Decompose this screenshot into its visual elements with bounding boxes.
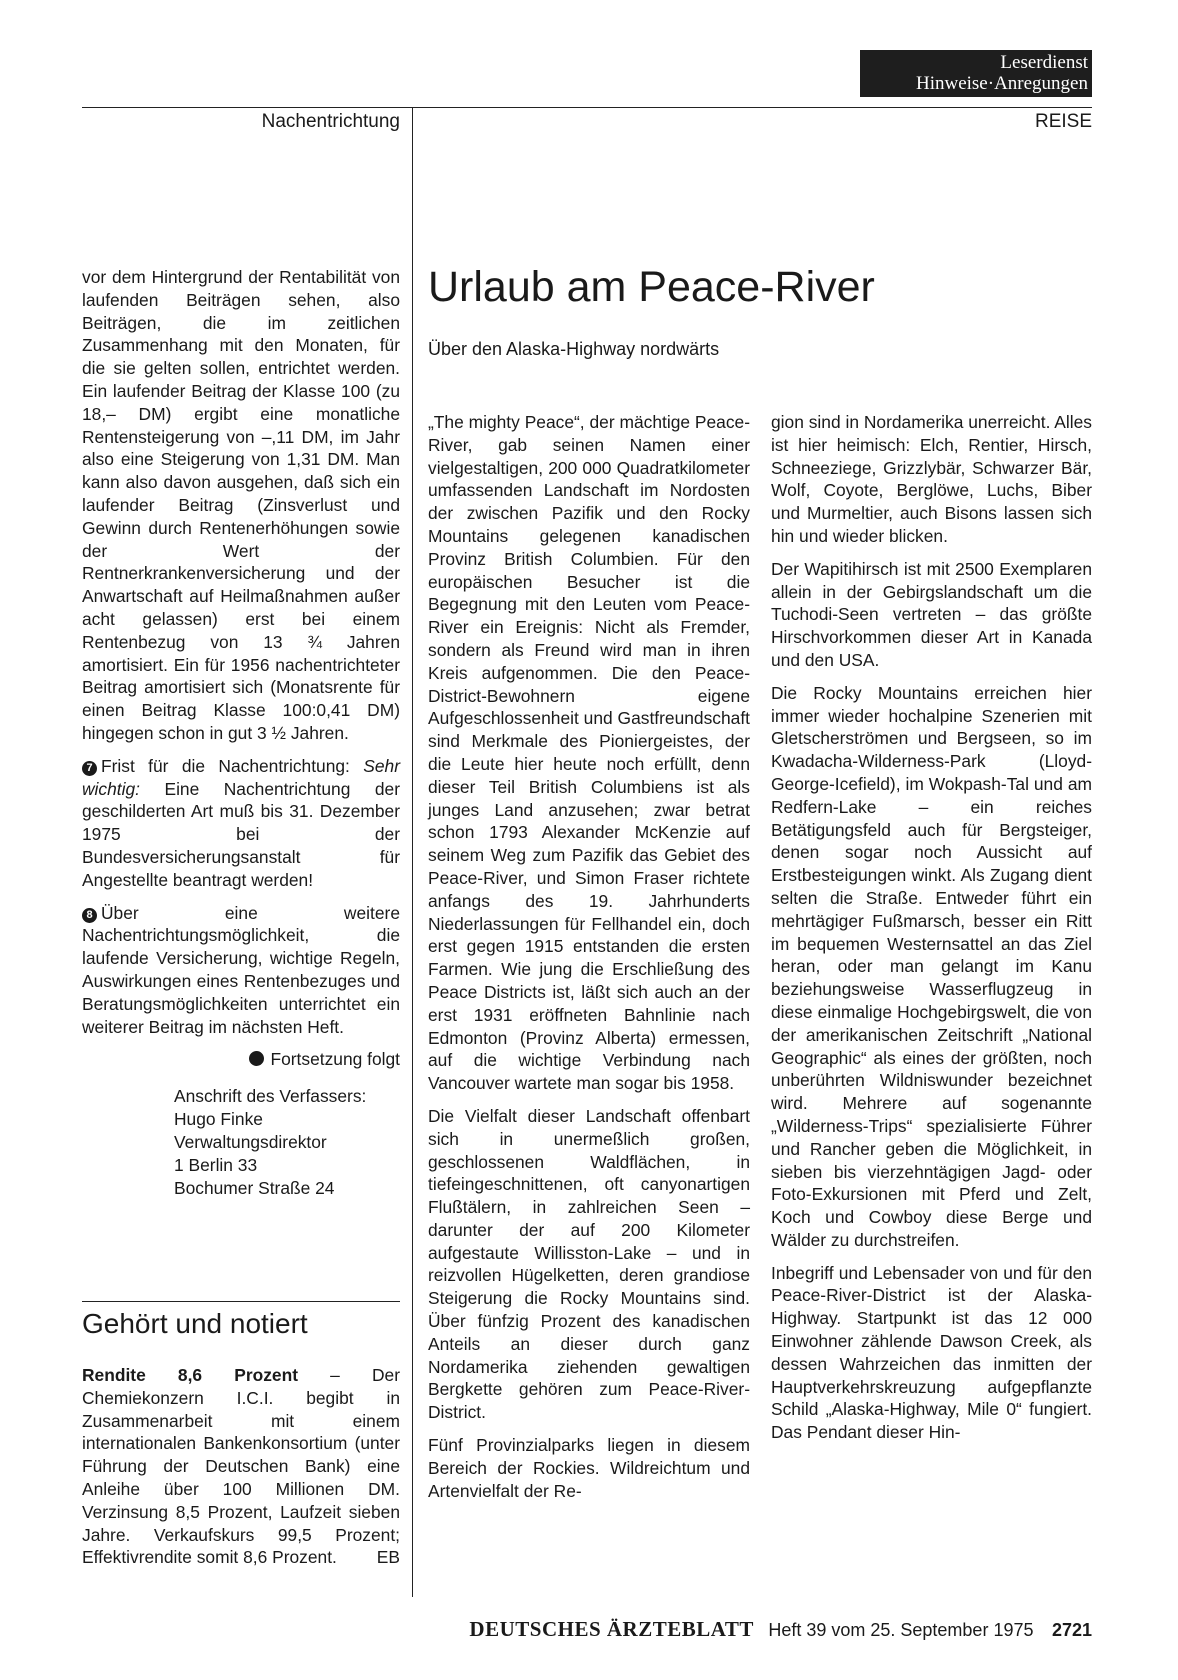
notiert-item [82, 1364, 400, 1569]
section-badge [860, 50, 1092, 97]
article-subtitle: Über den Alaska-Highway nordwärts [428, 339, 720, 359]
address-line: Hugo Finke [174, 1109, 263, 1130]
article-title: Urlaub am Peace-River [428, 263, 875, 311]
address-line: Verwaltungsdirektor [174, 1132, 327, 1153]
left-column [82, 266, 400, 1200]
article-paragraph: Fünf Provinzialparks liegen in diesem Bereich der Rockies. Wildreichtum und Artenvielfalt der Re- [428, 1435, 750, 1501]
item-8 [82, 902, 400, 1039]
section-header-left: Nachentrichtung [261, 111, 400, 132]
article-paragraph: „The mighty Peace“, der mächtige Peace-River, gab seinen Namen einer vielgestaltigen, 200 000 Quadratkilometer umfassenden Landschaft im Nordosten der zwischen Pazifik und den Rocky Mountains gelegenen kanadischen Provinz British Columbien. Für den europäischen Besucher ist die Begegnung mit den Leuten vom Peace-River ein Ereignis: Nicht als Fremder, sondern als Freund wird man in ihren Kreis aufgenommen. Die den Peace-District-Bewohnern eigene Aufgeschlossenheit und Gastfreundschaft sind Merkmale des Pioniergeistes, der die Leute hier heute noch erfüllt, denn dieser Teil British Columbiens ist als junges Land anzusehen; zwar betrat schon 1793 Alexander McKenzie auf seinem Weg zum Pazifik das Gebiet des Peace-River, und Simon Fraser richtete anfangs des 19. Jahrhunderts Niederlassungen für Fellhandel ein, doch erst gegen 1915 entstanden die ersten Farmen. Wie jung die Erschließung des Peace Districts ist, läßt sich auch an der erst 1931 eröffneten Bahnlinie nach Edmonton (Provinz Alberta) ermessen, auf die wichtige Verbindung nach Vancouver wartete man sogar bis 1958. [428, 412, 750, 1094]
article-paragraph: Inbegriff und Lebensader von und für den Peace-River-District ist der Alaska-Highway. Startpunkt ist das 12 000 Einwohner zählende Dawson Creek, als dessen Wahrzeichen das inmitten der Hauptverkehrskreuzung aufgepflanzte Schild „Alaska-Highway, Mile 0“ fungiert. Das Pendant dieser Hin- [771, 1262, 1092, 1443]
column-divider [412, 107, 413, 1597]
journal-masthead: DEUTSCHES ÄRZTEBLATT [469, 1617, 754, 1641]
notiert-text: – Der Chemiekonzern I.C.I. begibt in Zusammenarbeit mit einem internationalen Bankenkonsortium (unter Führung der Deutschen Bank) eine Anleihe über 100 Millionen DM. Verzinsung 8,5 Prozent, Laufzeit sieben Jahre. Verkaufskurs 99,5 Prozent; Effektivrendite somit 8,6 Prozent. [82, 1365, 400, 1568]
item-7-text: Eine Nachentrichtung der geschilderten Art muß bis 31. Dezember 1975 bei der Bundesversicherungsanstalt für Angestellte beantragt werden! [82, 778, 400, 890]
item-7 [82, 755, 400, 892]
address-line: 1 Berlin 33 [174, 1155, 258, 1176]
article-column-1 [428, 411, 750, 1502]
article-paragraph: Der Wapitihirsch ist mit 2500 Exemplaren allein in der Gebirgslandschaft um die Tuchodi-Seen vertreten – das größte Hirschvorkommen dieser Art in Kanada und den USA. [771, 558, 1092, 670]
article-paragraph: Die Vielfalt dieser Landschaft offenbart sich in unermeßlich großen, geschlossenen Waldflächen, in tiefeingeschnittenen, oft canyonartigen Flußtälern, in zahlreichen Seen – darunter der auf 200 Kilometer aufgestaute Willisston-Lake – und in reizvollen Hügelketten, deren grandiose Steigerung die Rocky Mountains sind. Über fünfzig Prozent des kanadischen Anteils an dieser durch ganz Nordamerika ziehenden gewaltigen Bergkette gehören zum Peace-River-District. [428, 1105, 750, 1423]
item-7-emphasis: Sehr wichtig: [82, 755, 400, 799]
author-address [174, 1085, 400, 1200]
notiert-paragraph [82, 1364, 400, 1569]
notiert-rule [82, 1301, 400, 1302]
continued-label: Fortsetzung folgt [270, 1049, 400, 1070]
article-paragraph: Die Rocky Mountains erreichen hier immer wieder hochalpine Szenerien mit Gletscherströmen und Bergseen, so im Kwadacha-Wilderness-Park (Lloyd-George-Icefield), im Wokpash-Tal und am Redfern-Lake – ein reiches Betätigungsfeld auch für Bergsteiger, denen sogar noch Aussicht auf Erstbesteigungen winkt. Als Zugang dient selten die Straße. Entweder führt ein mehrtägiger Fußmarsch, besser ein Ritt im bequemen Westernsattel an das Ziel heran, oder man gelangt im Kanu beziehungsweise Wasserflugzeug in diese einmalige Hochgebirgswelt, die von der amerikanischen Zeitschrift „National Geographic“ als eines der größten, noch unberührten Wildniswunder bezeichnet wird. Mehrere auf sogenannte „Wilderness-Trips“ spezialisierte Führer und Rancher geben die Möglichkeit, in sieben bis vierzehntägigen Jagd- oder Foto-Exkursionen mit Pferd und Zelt, Koch und Cowboy diese Berge und Wälder zu durchstreifen. [771, 682, 1092, 1250]
badge-line-2: Hinweise·Anregungen [915, 73, 1088, 94]
notiert-signature: EB [376, 1547, 400, 1568]
continued-note [82, 1048, 400, 1071]
issue-info: Heft 39 vom 25. September 1975 [768, 1620, 1034, 1640]
badge-line-1: Leserdienst [1000, 52, 1088, 73]
notiert-lead: Rendite 8,6 Prozent [82, 1365, 299, 1385]
left-paragraph-1: vor dem Hintergrund der Rentabilität von laufenden Beiträgen sehen, also Beiträgen, die im zeitlichen Zusammenhang mit den Monaten, für die sie gelten sollen, entrichtet werden. Ein laufender Beitrag der Klasse 100 (zu 18,– DM) ergibt eine monatliche Rentensteigerung von –,11 DM, im Jahr also eine Steigerung von 1,31 DM. Man kann also davon ausgehen, daß sich ein laufender Beitrag (Zinsverlust und Gewinn durch Rentenerhöhungen sowie der Wert der Rentnerkrankenversicherung und der Anwartschaft auf Heilmaßnahmen außer acht gelassen) erst bei einem Rentenbezug von 13 ¾ Jahren amortisiert. Ein für 1956 nachentrichteter Beitrag amortisiert sich (Monatsrente für einen Beitrag Klasse 100:0,41 DM) hingegen schon in gut 3 ½ Jahren. [82, 267, 400, 743]
page-number: 2721 [1051, 1620, 1092, 1640]
address-line: Anschrift des Verfassers: [174, 1086, 367, 1107]
bullet-dot-icon [249, 1051, 264, 1066]
page-footer [469, 1617, 1092, 1642]
address-line: Bochumer Straße 24 [174, 1178, 335, 1199]
item-7-number: 7 [82, 761, 97, 776]
header-rule [82, 107, 1092, 108]
notiert-heading: Gehört und notiert [82, 1308, 308, 1339]
article-paragraph: gion sind in Nordamerika unerreicht. Alles ist hier heimisch: Elch, Rentier, Hirsch, Schneeziege, Grizzlybär, Schwarzer Bär, Wolf, Coyote, Berglöwe, Luchs, Biber und Murmeltier, auch Bisons lassen sich hin und wieder blicken. [771, 412, 1092, 546]
item-7-lead: Frist für die Nachentrichtung: [101, 755, 350, 776]
item-8-text: Über eine weitere Nachentrichtungsmöglichkeit, die laufende Versicherung, wichtige Regeln, Auswirkungen eines Rentenbezuges und Beratungsmöglichkeiten unterrichtet ein weiterer Beitrag im nächsten Heft. [82, 902, 400, 1037]
item-8-number: 8 [82, 908, 97, 923]
section-header-right: REISE [1034, 111, 1092, 132]
article-column-2 [771, 411, 1092, 1444]
